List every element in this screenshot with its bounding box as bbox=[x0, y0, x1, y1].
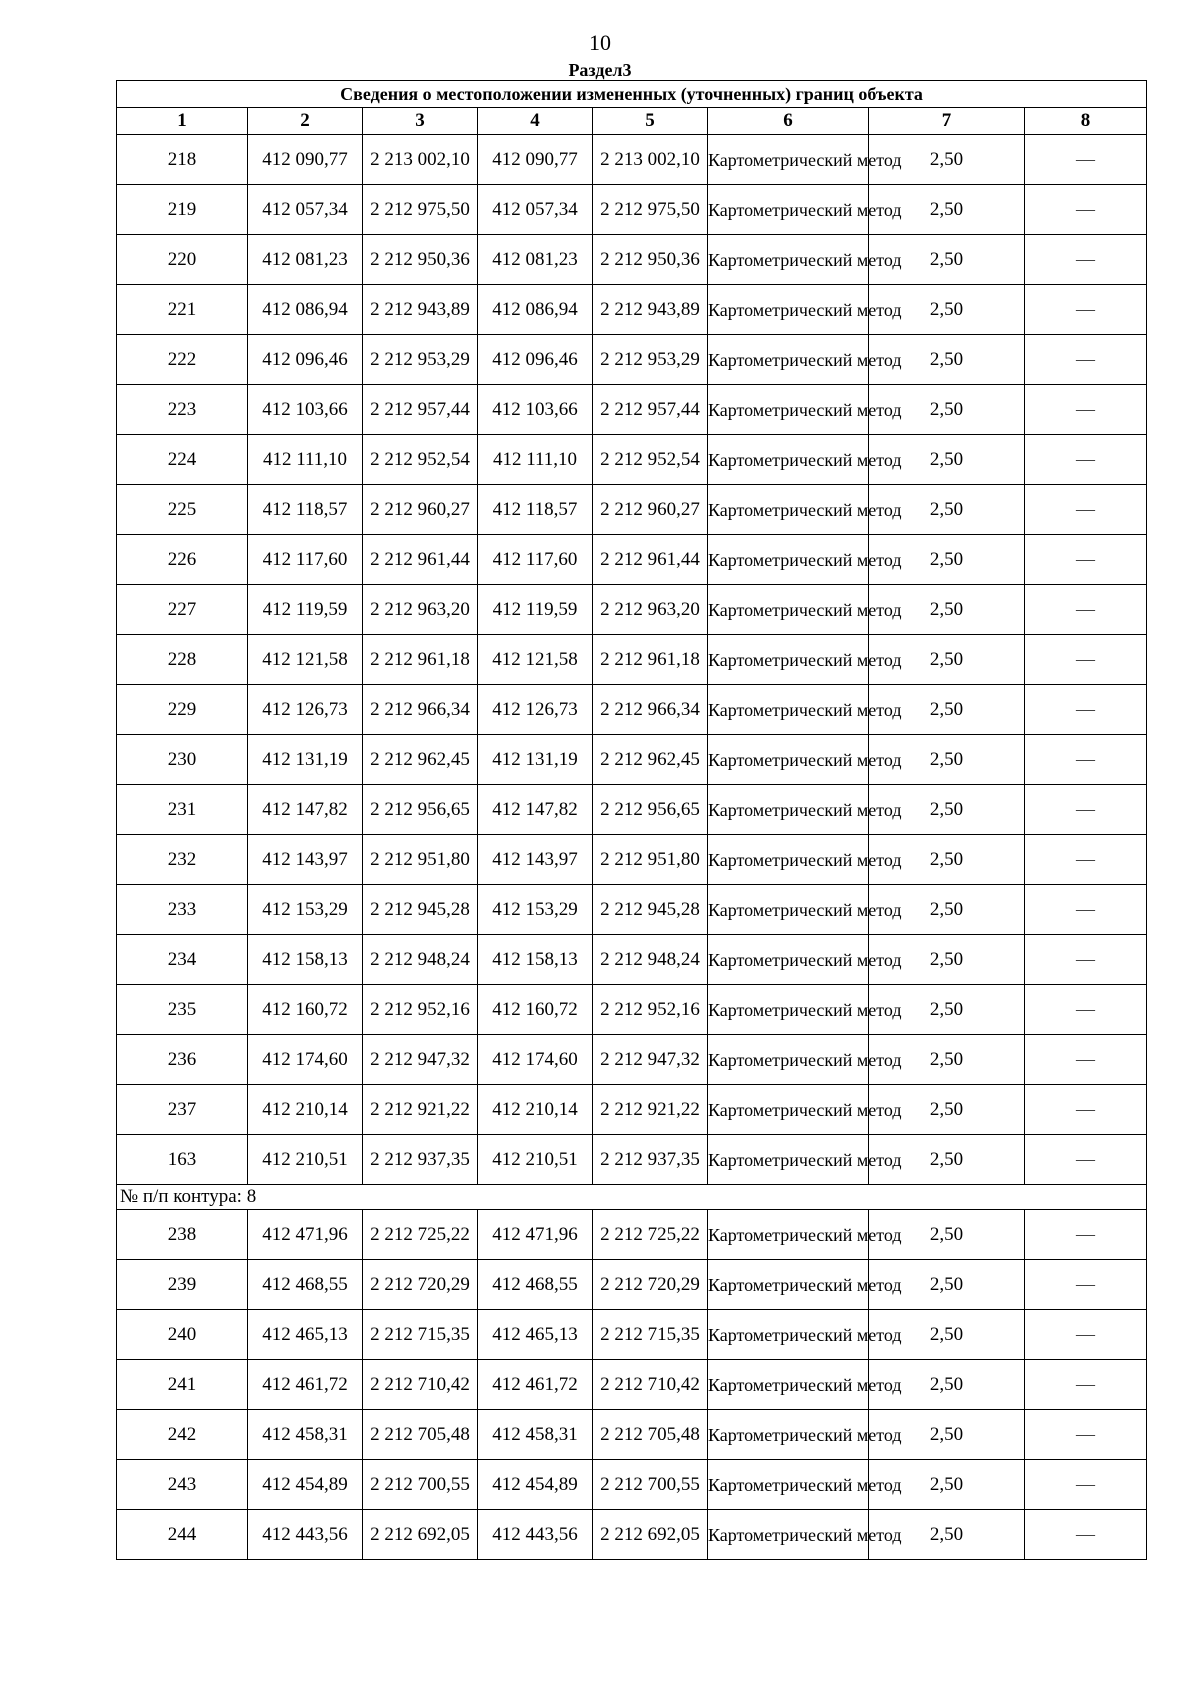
precision-cell: 2,50 bbox=[869, 385, 1025, 435]
x-coordinate-new-cell: 412 143,97 bbox=[478, 835, 593, 885]
description-cell: — bbox=[1025, 1035, 1147, 1085]
table-row bbox=[117, 785, 1147, 835]
column-number: 1 bbox=[117, 108, 248, 135]
table-row bbox=[117, 1310, 1147, 1360]
precision-cell: 2,50 bbox=[869, 1460, 1025, 1510]
method-cell: Картометрический метод bbox=[708, 185, 869, 235]
x-coordinate-existing-cell: 412 454,89 bbox=[248, 1460, 363, 1510]
point-number-cell: 228 bbox=[117, 635, 248, 685]
x-coordinate-existing-cell: 412 468,55 bbox=[248, 1260, 363, 1310]
x-coordinate-existing-cell: 412 121,58 bbox=[248, 635, 363, 685]
method-cell: Картометрический метод bbox=[708, 235, 869, 285]
method-cell: Картометрический метод bbox=[708, 585, 869, 635]
description-cell: — bbox=[1025, 485, 1147, 535]
point-number-cell: 219 bbox=[117, 185, 248, 235]
x-coordinate-new-cell: 412 461,72 bbox=[478, 1360, 593, 1410]
method-cell: Картометрический метод bbox=[708, 385, 869, 435]
precision-cell: 2,50 bbox=[869, 185, 1025, 235]
point-number-cell: 163 bbox=[117, 1135, 248, 1185]
x-coordinate-new-cell: 412 111,10 bbox=[478, 435, 593, 485]
precision-cell: 2,50 bbox=[869, 285, 1025, 335]
precision-cell: 2,50 bbox=[869, 1210, 1025, 1260]
y-coordinate-existing-cell: 2 212 951,80 bbox=[363, 835, 478, 885]
method-cell: Картометрический метод bbox=[708, 435, 869, 485]
description-cell: — bbox=[1025, 735, 1147, 785]
column-number: 3 bbox=[363, 108, 478, 135]
x-coordinate-new-cell: 412 081,23 bbox=[478, 235, 593, 285]
method-cell: Картометрический метод bbox=[708, 1210, 869, 1260]
y-coordinate-new-cell: 2 212 956,65 bbox=[593, 785, 708, 835]
table-row bbox=[117, 935, 1147, 985]
y-coordinate-new-cell: 2 212 715,35 bbox=[593, 1310, 708, 1360]
x-coordinate-new-cell: 412 458,31 bbox=[478, 1410, 593, 1460]
y-coordinate-existing-cell: 2 212 692,05 bbox=[363, 1510, 478, 1560]
x-coordinate-new-cell: 412 468,55 bbox=[478, 1260, 593, 1310]
table-row bbox=[117, 1260, 1147, 1310]
y-coordinate-new-cell: 2 212 700,55 bbox=[593, 1460, 708, 1510]
method-cell: Картометрический метод bbox=[708, 1410, 869, 1460]
column-number: 5 bbox=[593, 108, 708, 135]
method-cell: Картометрический метод bbox=[708, 535, 869, 585]
x-coordinate-new-cell: 412 096,46 bbox=[478, 335, 593, 385]
x-coordinate-new-cell: 412 160,72 bbox=[478, 985, 593, 1035]
column-number-row bbox=[117, 108, 1147, 135]
point-number-cell: 234 bbox=[117, 935, 248, 985]
y-coordinate-new-cell: 2 212 720,29 bbox=[593, 1260, 708, 1310]
x-coordinate-existing-cell: 412 210,51 bbox=[248, 1135, 363, 1185]
table-row bbox=[117, 1410, 1147, 1460]
y-coordinate-existing-cell: 2 212 953,29 bbox=[363, 335, 478, 385]
precision-cell: 2,50 bbox=[869, 1085, 1025, 1135]
description-cell: — bbox=[1025, 1460, 1147, 1510]
table-caption-row bbox=[117, 81, 1147, 108]
point-number-cell: 239 bbox=[117, 1260, 248, 1310]
table-row bbox=[117, 1135, 1147, 1185]
method-cell: Картометрический метод bbox=[708, 1360, 869, 1410]
description-cell: — bbox=[1025, 785, 1147, 835]
point-number-cell: 229 bbox=[117, 685, 248, 735]
method-cell: Картометрический метод bbox=[708, 335, 869, 385]
method-cell: Картометрический метод bbox=[708, 835, 869, 885]
table-row bbox=[117, 1210, 1147, 1260]
description-cell: — bbox=[1025, 1510, 1147, 1560]
description-cell: — bbox=[1025, 1410, 1147, 1460]
column-number: 7 bbox=[869, 108, 1025, 135]
x-coordinate-new-cell: 412 118,57 bbox=[478, 485, 593, 535]
y-coordinate-existing-cell: 2 212 945,28 bbox=[363, 885, 478, 935]
method-cell: Картометрический метод bbox=[708, 985, 869, 1035]
x-coordinate-new-cell: 412 126,73 bbox=[478, 685, 593, 735]
contour-header bbox=[117, 1185, 1147, 1210]
y-coordinate-new-cell: 2 212 950,36 bbox=[593, 235, 708, 285]
description-cell: — bbox=[1025, 185, 1147, 235]
precision-cell: 2,50 bbox=[869, 735, 1025, 785]
x-coordinate-existing-cell: 412 160,72 bbox=[248, 985, 363, 1035]
table-row bbox=[117, 835, 1147, 885]
precision-cell: 2,50 bbox=[869, 785, 1025, 835]
y-coordinate-existing-cell: 2 212 710,42 bbox=[363, 1360, 478, 1410]
method-cell: Картометрический метод bbox=[708, 935, 869, 985]
y-coordinate-new-cell: 2 212 962,45 bbox=[593, 735, 708, 785]
method-cell: Картометрический метод bbox=[708, 1135, 869, 1185]
y-coordinate-new-cell: 2 212 692,05 bbox=[593, 1510, 708, 1560]
x-coordinate-new-cell: 412 443,56 bbox=[478, 1510, 593, 1560]
description-cell: — bbox=[1025, 335, 1147, 385]
x-coordinate-existing-cell: 412 131,19 bbox=[248, 735, 363, 785]
y-coordinate-new-cell: 2 212 921,22 bbox=[593, 1085, 708, 1135]
description-cell: — bbox=[1025, 1360, 1147, 1410]
y-coordinate-existing-cell: 2 212 961,44 bbox=[363, 535, 478, 585]
point-number-cell: 236 bbox=[117, 1035, 248, 1085]
page-number: 10 bbox=[589, 30, 611, 55]
description-cell: — bbox=[1025, 235, 1147, 285]
precision-cell: 2,50 bbox=[869, 1510, 1025, 1560]
point-number-cell: 226 bbox=[117, 535, 248, 585]
y-coordinate-existing-cell: 2 212 961,18 bbox=[363, 635, 478, 685]
table-row bbox=[117, 285, 1147, 335]
y-coordinate-existing-cell: 2 212 962,45 bbox=[363, 735, 478, 785]
x-coordinate-existing-cell: 412 443,56 bbox=[248, 1510, 363, 1560]
column-number: 8 bbox=[1025, 108, 1147, 135]
y-coordinate-existing-cell: 2 212 943,89 bbox=[363, 285, 478, 335]
y-coordinate-existing-cell: 2 212 950,36 bbox=[363, 235, 478, 285]
point-number-cell: 222 bbox=[117, 335, 248, 385]
table-row bbox=[117, 535, 1147, 585]
table-row bbox=[117, 635, 1147, 685]
y-coordinate-existing-cell: 2 212 715,35 bbox=[363, 1310, 478, 1360]
precision-cell: 2,50 bbox=[869, 585, 1025, 635]
y-coordinate-existing-cell: 2 212 720,29 bbox=[363, 1260, 478, 1310]
point-number-cell: 223 bbox=[117, 385, 248, 435]
description-cell: — bbox=[1025, 535, 1147, 585]
contour-label: № п/п контура: 8 bbox=[117, 1185, 1147, 1210]
description-cell: — bbox=[1025, 285, 1147, 335]
precision-cell: 2,50 bbox=[869, 435, 1025, 485]
contour-group-8 bbox=[117, 1210, 1147, 1560]
y-coordinate-new-cell: 2 212 966,34 bbox=[593, 685, 708, 735]
method-cell: Картометрический метод bbox=[708, 1260, 869, 1310]
precision-cell: 2,50 bbox=[869, 935, 1025, 985]
point-number-cell: 233 bbox=[117, 885, 248, 935]
y-coordinate-new-cell: 2 212 957,44 bbox=[593, 385, 708, 435]
y-coordinate-new-cell: 2 212 937,35 bbox=[593, 1135, 708, 1185]
y-coordinate-new-cell: 2 212 952,54 bbox=[593, 435, 708, 485]
x-coordinate-new-cell: 412 465,13 bbox=[478, 1310, 593, 1360]
precision-cell: 2,50 bbox=[869, 835, 1025, 885]
description-cell: — bbox=[1025, 935, 1147, 985]
y-coordinate-new-cell: 2 212 943,89 bbox=[593, 285, 708, 335]
precision-cell: 2,50 bbox=[869, 1360, 1025, 1410]
description-cell: — bbox=[1025, 385, 1147, 435]
x-coordinate-existing-cell: 412 465,13 bbox=[248, 1310, 363, 1360]
x-coordinate-existing-cell: 412 118,57 bbox=[248, 485, 363, 535]
y-coordinate-new-cell: 2 213 002,10 bbox=[593, 135, 708, 185]
x-coordinate-existing-cell: 412 210,14 bbox=[248, 1085, 363, 1135]
description-cell: — bbox=[1025, 585, 1147, 635]
table-row bbox=[117, 1085, 1147, 1135]
table-row bbox=[117, 385, 1147, 435]
point-number-cell: 244 bbox=[117, 1510, 248, 1560]
x-coordinate-existing-cell: 412 096,46 bbox=[248, 335, 363, 385]
point-number-cell: 237 bbox=[117, 1085, 248, 1135]
precision-cell: 2,50 bbox=[869, 985, 1025, 1035]
precision-cell: 2,50 bbox=[869, 1260, 1025, 1310]
table-row bbox=[117, 885, 1147, 935]
y-coordinate-existing-cell: 2 212 957,44 bbox=[363, 385, 478, 435]
point-number-cell: 241 bbox=[117, 1360, 248, 1410]
y-coordinate-existing-cell: 2 212 937,35 bbox=[363, 1135, 478, 1185]
y-coordinate-new-cell: 2 212 945,28 bbox=[593, 885, 708, 935]
table-row bbox=[117, 735, 1147, 785]
description-cell: — bbox=[1025, 835, 1147, 885]
y-coordinate-new-cell: 2 212 961,18 bbox=[593, 635, 708, 685]
y-coordinate-existing-cell: 2 212 700,55 bbox=[363, 1460, 478, 1510]
method-cell: Картометрический метод bbox=[708, 1035, 869, 1085]
y-coordinate-new-cell: 2 212 952,16 bbox=[593, 985, 708, 1035]
table-row bbox=[117, 485, 1147, 535]
y-coordinate-existing-cell: 2 212 705,48 bbox=[363, 1410, 478, 1460]
point-number-cell: 218 bbox=[117, 135, 248, 185]
contour-label-row bbox=[117, 1185, 1147, 1210]
description-cell: — bbox=[1025, 1260, 1147, 1310]
x-coordinate-existing-cell: 412 111,10 bbox=[248, 435, 363, 485]
x-coordinate-new-cell: 412 471,96 bbox=[478, 1210, 593, 1260]
point-number-cell: 238 bbox=[117, 1210, 248, 1260]
y-coordinate-new-cell: 2 212 960,27 bbox=[593, 485, 708, 535]
x-coordinate-existing-cell: 412 458,31 bbox=[248, 1410, 363, 1460]
y-coordinate-existing-cell: 2 212 960,27 bbox=[363, 485, 478, 535]
x-coordinate-existing-cell: 412 090,77 bbox=[248, 135, 363, 185]
y-coordinate-existing-cell: 2 212 975,50 bbox=[363, 185, 478, 235]
precision-cell: 2,50 bbox=[869, 485, 1025, 535]
description-cell: — bbox=[1025, 985, 1147, 1035]
point-number-cell: 230 bbox=[117, 735, 248, 785]
contour-group-1 bbox=[117, 135, 1147, 1185]
x-coordinate-existing-cell: 412 086,94 bbox=[248, 285, 363, 335]
table-row bbox=[117, 685, 1147, 735]
boundary-coordinates-table bbox=[116, 80, 1147, 1560]
x-coordinate-new-cell: 412 057,34 bbox=[478, 185, 593, 235]
x-coordinate-existing-cell: 412 174,60 bbox=[248, 1035, 363, 1085]
y-coordinate-new-cell: 2 212 951,80 bbox=[593, 835, 708, 885]
table-row bbox=[117, 985, 1147, 1035]
description-cell: — bbox=[1025, 135, 1147, 185]
y-coordinate-new-cell: 2 212 948,24 bbox=[593, 935, 708, 985]
y-coordinate-existing-cell: 2 212 952,16 bbox=[363, 985, 478, 1035]
x-coordinate-new-cell: 412 103,66 bbox=[478, 385, 593, 435]
point-number-cell: 240 bbox=[117, 1310, 248, 1360]
x-coordinate-existing-cell: 412 153,29 bbox=[248, 885, 363, 935]
table-row bbox=[117, 1360, 1147, 1410]
y-coordinate-new-cell: 2 212 705,48 bbox=[593, 1410, 708, 1460]
table-row bbox=[117, 1460, 1147, 1510]
x-coordinate-existing-cell: 412 119,59 bbox=[248, 585, 363, 635]
y-coordinate-existing-cell: 2 212 956,65 bbox=[363, 785, 478, 835]
precision-cell: 2,50 bbox=[869, 885, 1025, 935]
x-coordinate-new-cell: 412 147,82 bbox=[478, 785, 593, 835]
method-cell: Картометрический метод bbox=[708, 785, 869, 835]
y-coordinate-new-cell: 2 212 725,22 bbox=[593, 1210, 708, 1260]
point-number-cell: 225 bbox=[117, 485, 248, 535]
description-cell: — bbox=[1025, 1135, 1147, 1185]
method-cell: Картометрический метод bbox=[708, 485, 869, 535]
y-coordinate-existing-cell: 2 213 002,10 bbox=[363, 135, 478, 185]
precision-cell: 2,50 bbox=[869, 1035, 1025, 1085]
y-coordinate-new-cell: 2 212 710,42 bbox=[593, 1360, 708, 1410]
description-cell: — bbox=[1025, 435, 1147, 485]
x-coordinate-new-cell: 412 090,77 bbox=[478, 135, 593, 185]
description-cell: — bbox=[1025, 1310, 1147, 1360]
table-row bbox=[117, 1510, 1147, 1560]
point-number-cell: 231 bbox=[117, 785, 248, 835]
method-cell: Картометрический метод bbox=[708, 1510, 869, 1560]
description-cell: — bbox=[1025, 1210, 1147, 1260]
x-coordinate-existing-cell: 412 103,66 bbox=[248, 385, 363, 435]
y-coordinate-existing-cell: 2 212 963,20 bbox=[363, 585, 478, 635]
column-number: 2 bbox=[248, 108, 363, 135]
x-coordinate-new-cell: 412 210,14 bbox=[478, 1085, 593, 1135]
x-coordinate-existing-cell: 412 126,73 bbox=[248, 685, 363, 735]
x-coordinate-new-cell: 412 117,60 bbox=[478, 535, 593, 585]
table-caption: Сведения о местоположении измененных (уточненных) границ объекта bbox=[117, 81, 1147, 108]
column-number: 4 bbox=[478, 108, 593, 135]
x-coordinate-new-cell: 412 158,13 bbox=[478, 935, 593, 985]
x-coordinate-existing-cell: 412 471,96 bbox=[248, 1210, 363, 1260]
y-coordinate-existing-cell: 2 212 966,34 bbox=[363, 685, 478, 735]
precision-cell: 2,50 bbox=[869, 635, 1025, 685]
x-coordinate-existing-cell: 412 117,60 bbox=[248, 535, 363, 585]
table-row bbox=[117, 135, 1147, 185]
point-number-cell: 235 bbox=[117, 985, 248, 1035]
method-cell: Картометрический метод bbox=[708, 735, 869, 785]
point-number-cell: 242 bbox=[117, 1410, 248, 1460]
table-row bbox=[117, 435, 1147, 485]
precision-cell: 2,50 bbox=[869, 535, 1025, 585]
point-number-cell: 243 bbox=[117, 1460, 248, 1510]
description-cell: — bbox=[1025, 635, 1147, 685]
method-cell: Картометрический метод bbox=[708, 885, 869, 935]
precision-cell: 2,50 bbox=[869, 1410, 1025, 1460]
x-coordinate-new-cell: 412 454,89 bbox=[478, 1460, 593, 1510]
method-cell: Картометрический метод bbox=[708, 1460, 869, 1510]
table-row bbox=[117, 335, 1147, 385]
description-cell: — bbox=[1025, 1085, 1147, 1135]
table-row bbox=[117, 185, 1147, 235]
precision-cell: 2,50 bbox=[869, 685, 1025, 735]
method-cell: Картометрический метод bbox=[708, 1310, 869, 1360]
x-coordinate-existing-cell: 412 158,13 bbox=[248, 935, 363, 985]
y-coordinate-existing-cell: 2 212 725,22 bbox=[363, 1210, 478, 1260]
x-coordinate-existing-cell: 412 147,82 bbox=[248, 785, 363, 835]
x-coordinate-existing-cell: 412 081,23 bbox=[248, 235, 363, 285]
y-coordinate-existing-cell: 2 212 948,24 bbox=[363, 935, 478, 985]
precision-cell: 2,50 bbox=[869, 1310, 1025, 1360]
precision-cell: 2,50 bbox=[869, 235, 1025, 285]
y-coordinate-existing-cell: 2 212 952,54 bbox=[363, 435, 478, 485]
x-coordinate-new-cell: 412 131,19 bbox=[478, 735, 593, 785]
x-coordinate-existing-cell: 412 057,34 bbox=[248, 185, 363, 235]
precision-cell: 2,50 bbox=[869, 135, 1025, 185]
point-number-cell: 220 bbox=[117, 235, 248, 285]
y-coordinate-new-cell: 2 212 963,20 bbox=[593, 585, 708, 635]
y-coordinate-new-cell: 2 212 947,32 bbox=[593, 1035, 708, 1085]
x-coordinate-existing-cell: 412 461,72 bbox=[248, 1360, 363, 1410]
method-cell: Картометрический метод bbox=[708, 1085, 869, 1135]
precision-cell: 2,50 bbox=[869, 335, 1025, 385]
description-cell: — bbox=[1025, 885, 1147, 935]
y-coordinate-new-cell: 2 212 953,29 bbox=[593, 335, 708, 385]
x-coordinate-new-cell: 412 119,59 bbox=[478, 585, 593, 635]
x-coordinate-new-cell: 412 121,58 bbox=[478, 635, 593, 685]
point-number-cell: 224 bbox=[117, 435, 248, 485]
y-coordinate-existing-cell: 2 212 947,32 bbox=[363, 1035, 478, 1085]
x-coordinate-new-cell: 412 153,29 bbox=[478, 885, 593, 935]
method-cell: Картометрический метод bbox=[708, 635, 869, 685]
x-coordinate-new-cell: 412 210,51 bbox=[478, 1135, 593, 1185]
section-title: Раздел3 bbox=[568, 60, 632, 80]
description-cell: — bbox=[1025, 685, 1147, 735]
table-row bbox=[117, 235, 1147, 285]
precision-cell: 2,50 bbox=[869, 1135, 1025, 1185]
y-coordinate-existing-cell: 2 212 921,22 bbox=[363, 1085, 478, 1135]
point-number-cell: 232 bbox=[117, 835, 248, 885]
table-row bbox=[117, 585, 1147, 635]
table-row bbox=[117, 1035, 1147, 1085]
x-coordinate-new-cell: 412 086,94 bbox=[478, 285, 593, 335]
point-number-cell: 221 bbox=[117, 285, 248, 335]
y-coordinate-new-cell: 2 212 961,44 bbox=[593, 535, 708, 585]
y-coordinate-new-cell: 2 212 975,50 bbox=[593, 185, 708, 235]
method-cell: Картометрический метод bbox=[708, 685, 869, 735]
column-number: 6 bbox=[708, 108, 869, 135]
point-number-cell: 227 bbox=[117, 585, 248, 635]
x-coordinate-new-cell: 412 174,60 bbox=[478, 1035, 593, 1085]
method-cell: Картометрический метод bbox=[708, 285, 869, 335]
method-cell: Картометрический метод bbox=[708, 135, 869, 185]
x-coordinate-existing-cell: 412 143,97 bbox=[248, 835, 363, 885]
